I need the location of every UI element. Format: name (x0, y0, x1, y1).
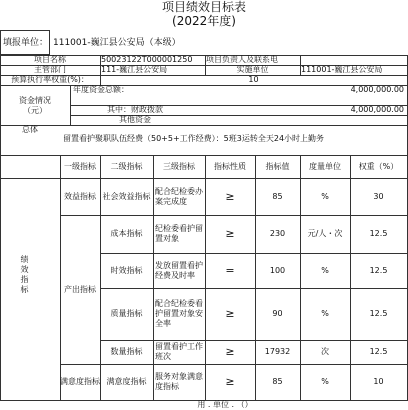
header-value: 指标值 (265, 161, 290, 171)
row1-weight: 12.5 (369, 229, 388, 238)
header-weight: 权重（%） (358, 161, 399, 171)
row5-level3: 服务对象满意度指标 (155, 372, 203, 391)
impl-label: 实施单位 (236, 65, 269, 74)
row3-value: 90 (272, 309, 283, 318)
sheet-title: 项目绩效目标表 (161, 0, 246, 14)
sheet-subtitle: (2022年度) (172, 14, 236, 28)
dept-label: 主管部门 (34, 65, 66, 74)
header-unit: 度量单位 (309, 161, 341, 171)
footer-text: 用 . 单位 . （） (197, 400, 253, 409)
row4-weight: 12.5 (369, 347, 388, 356)
row3-level3: 配合纪检委看护留置对象安全率 (155, 299, 203, 328)
reporter-value: 111001-巍江县公安局（本级） (53, 37, 181, 48)
funds-fiscal-label: 其中：财政拨款 (107, 105, 163, 114)
project-name-value: 50023122T000001250 (101, 55, 193, 64)
row3-level2: 质量指标 (110, 309, 143, 318)
indicator-side-label: 绩效指标 (20, 255, 29, 295)
row4-level3: 留置看护工作班次 (155, 342, 203, 361)
row3-weight: 12.5 (369, 309, 388, 318)
row0-level2: 社会效益指标 (102, 191, 151, 201)
row0-nature: ≥ (225, 189, 235, 203)
row5-unit: % (321, 377, 329, 386)
level1-output: 产出指标 (64, 284, 96, 294)
funds-label: 资金情况（元） (19, 96, 51, 115)
level1-benefit: 效益指标 (64, 191, 96, 201)
dept-value: 111-巍江县公安局 (101, 65, 168, 74)
impl-value: 111001-巍江县公安局 (301, 65, 383, 74)
row2-unit: % (321, 265, 329, 275)
reporter-label[interactable]: 填报单位： (3, 37, 49, 48)
header-level2: 二级指标 (110, 161, 143, 171)
funds-total-label: 年度资金总额： (73, 85, 129, 94)
exec-weight-label: 预算执行率权重(%)： (11, 75, 89, 84)
row4-unit: 次 (321, 347, 329, 356)
row1-level2: 成本指标 (110, 229, 143, 238)
row2-value: 100 (269, 265, 286, 275)
row5-nature: ≥ (225, 375, 235, 388)
project-owner-label: 项目负责人及联系电 (206, 55, 278, 64)
overall-label: 总体 (22, 125, 38, 134)
header-level3: 三级指标 (163, 161, 195, 171)
row0-unit: % (321, 191, 329, 201)
row1-level3: 纪检委看护留置对象 (155, 224, 203, 243)
project-name-label: 项目名称 (34, 55, 66, 64)
funds-total-value: 4,000,000.00 (350, 85, 404, 94)
exec-weight-value: 10 (248, 75, 259, 84)
row4-nature: ≥ (225, 345, 235, 358)
level1-satisfaction: 满意度指标 (60, 377, 100, 386)
row3-unit: % (321, 309, 329, 318)
row0-weight: 30 (373, 191, 384, 201)
row5-weight: 10 (373, 377, 384, 386)
row0-value: 85 (272, 191, 283, 201)
row5-value: 85 (272, 377, 283, 386)
row0-level3: 配合纪检委办案完成度 (155, 186, 203, 206)
row4-value: 17932 (264, 347, 291, 356)
row2-level2: 时效指标 (110, 265, 143, 275)
row1-value: 230 (269, 229, 286, 238)
header-nature: 指标性质 (214, 161, 246, 171)
row5-level2: 满意度指标 (106, 377, 147, 386)
header-level1: 一级指标 (64, 161, 96, 171)
overall-text: 留置看护聚职队伍经费（50+5+工作经费）：5班3运转全天24小时上勤务 (63, 134, 325, 143)
row2-weight: 12.5 (369, 265, 388, 275)
row1-nature: ≥ (225, 227, 235, 240)
row1-unit: 元/人・次 (307, 229, 343, 238)
row2-level3: 发放留置看护经费及时率 (155, 260, 203, 280)
row4-level2: 数量指标 (110, 347, 143, 356)
row2-nature: = (225, 263, 235, 277)
funds-other-label: 其他资金 (119, 115, 151, 124)
row3-nature: ≥ (225, 307, 235, 320)
funds-fiscal-value: 4,000,000.00 (350, 105, 404, 114)
